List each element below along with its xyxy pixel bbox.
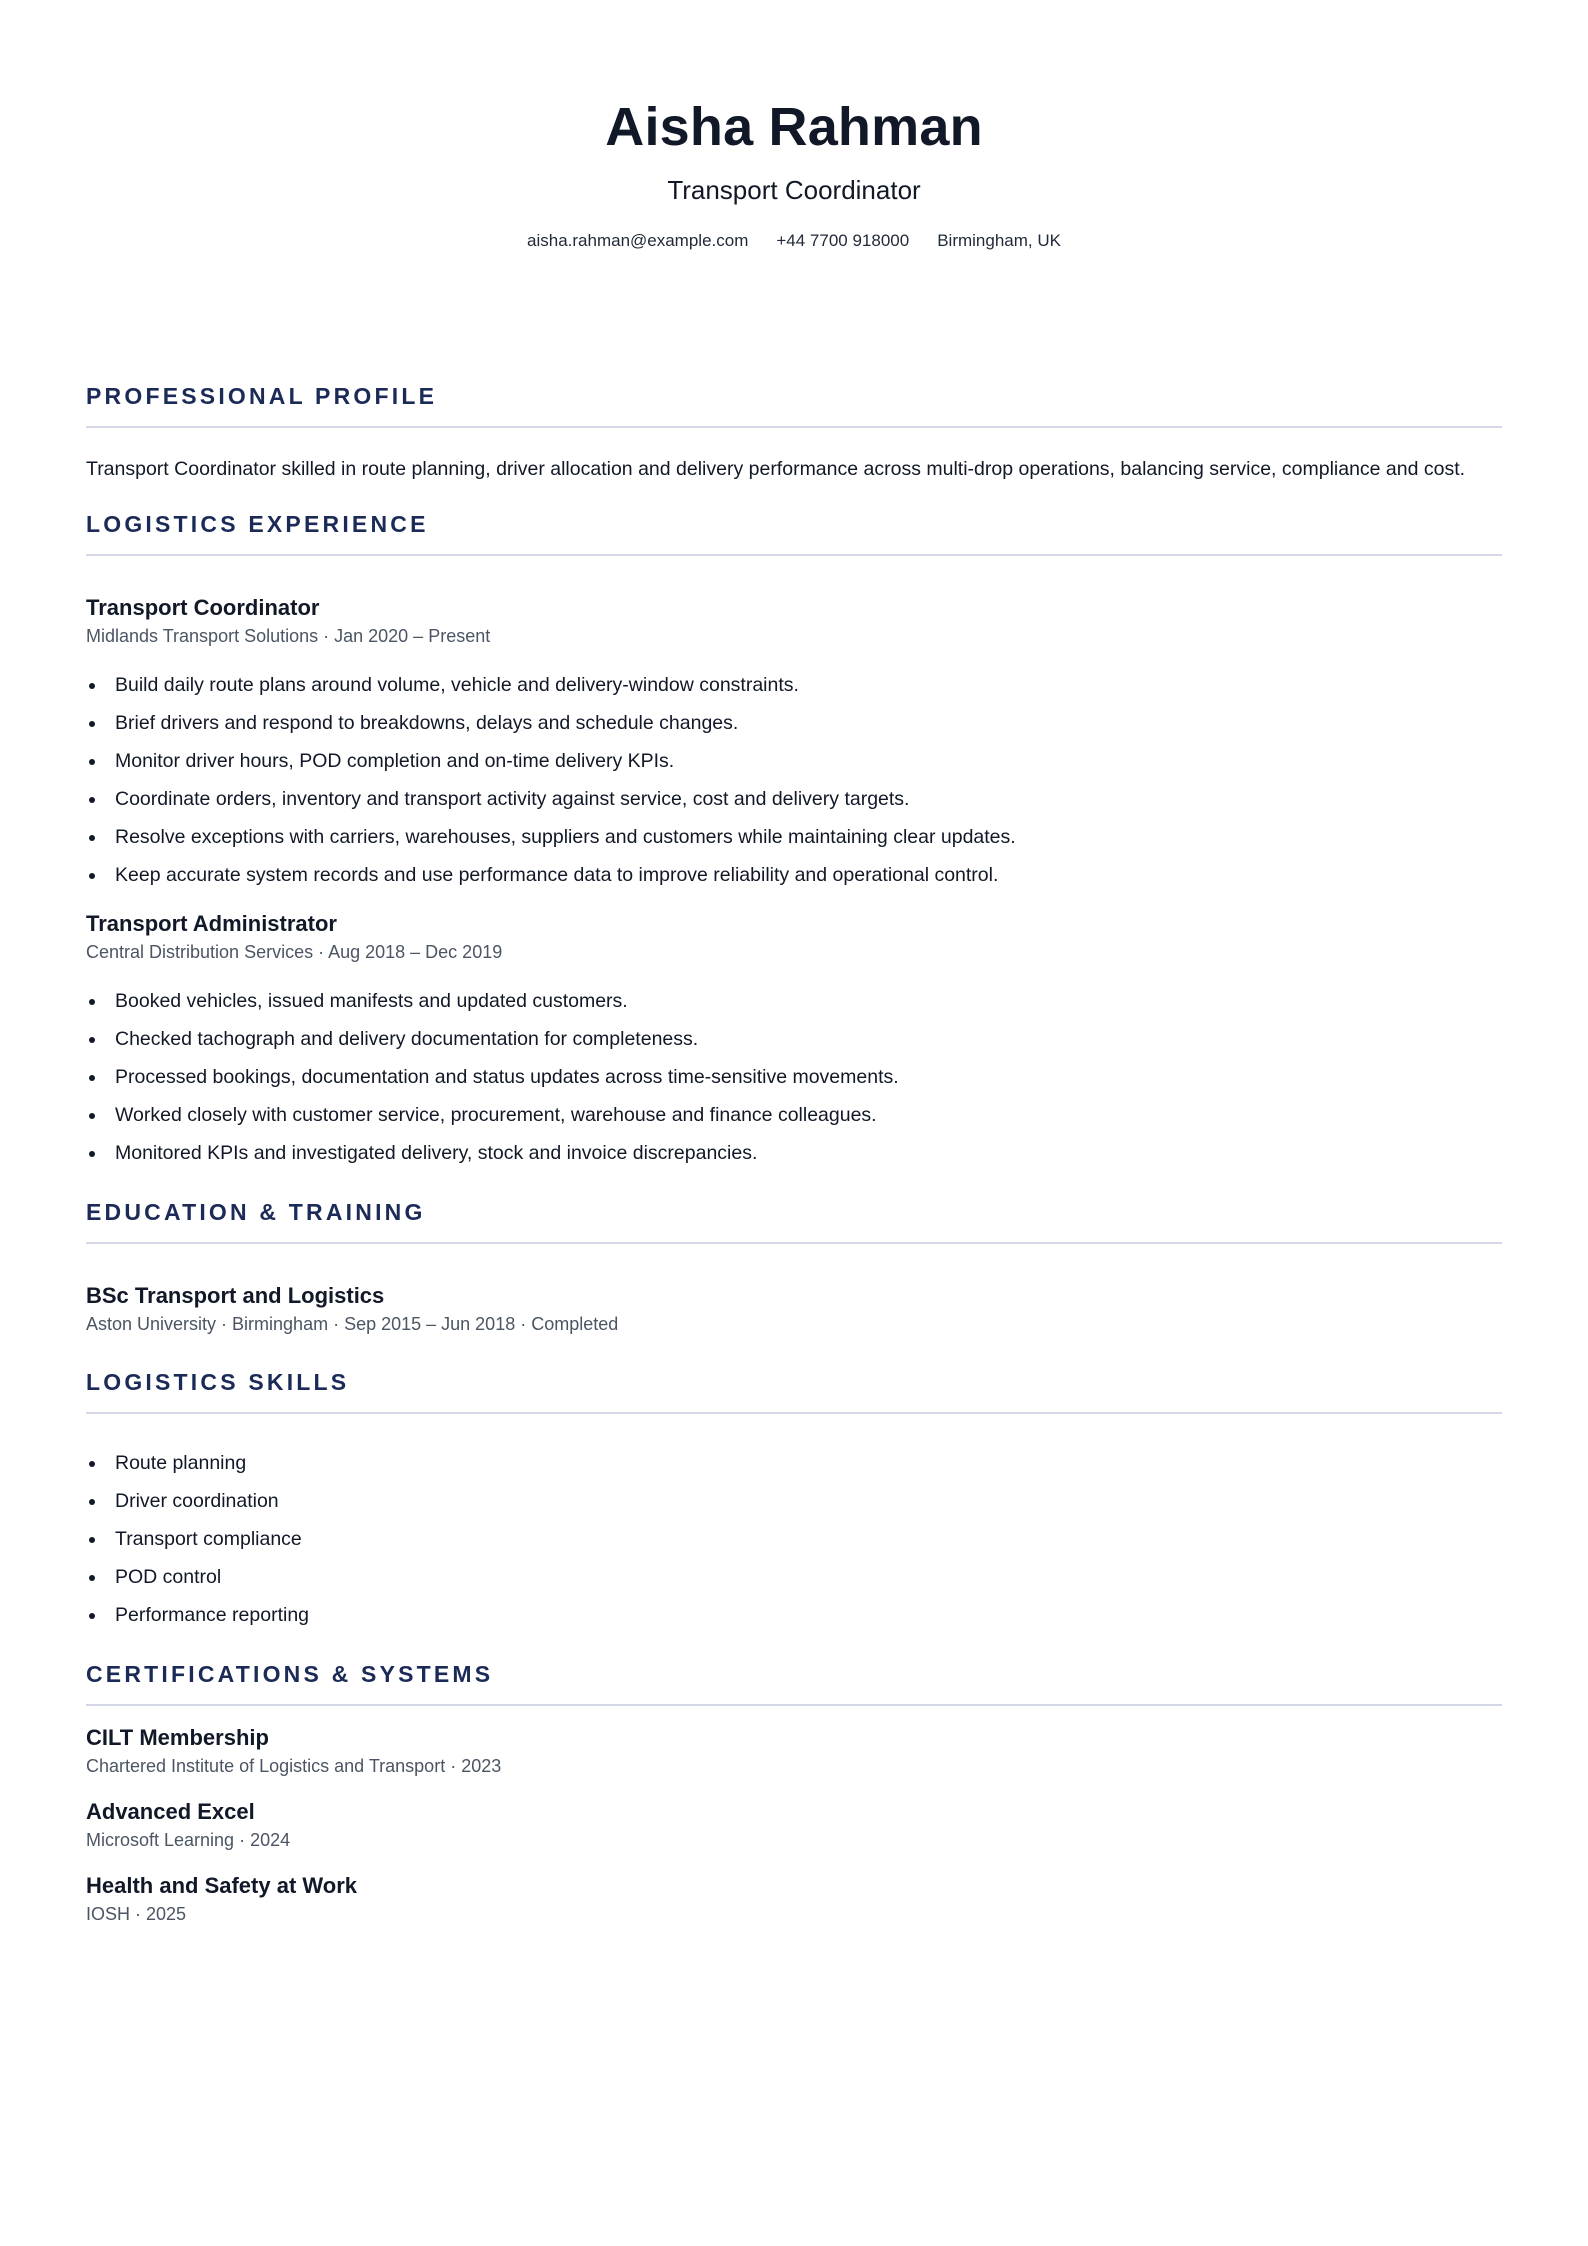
certification-meta: IOSH · 2025 — [86, 1904, 187, 1924]
job-bullet: Build daily route plans around volume, vehicle and delivery-window constraints. — [86, 666, 1502, 704]
skill-item: Performance reporting — [86, 1596, 1502, 1634]
education-heading: EDUCATION & TRAINING — [86, 1199, 426, 1225]
job-bullet: Keep accurate system records and use performance data to improve reliability and operational control. — [86, 856, 1502, 894]
profile-heading: PROFESSIONAL PROFILE — [86, 383, 438, 409]
skill-item: Transport compliance — [86, 1520, 1502, 1558]
skills-section — [86, 1368, 1502, 1634]
skill-item: Route planning — [86, 1444, 1502, 1482]
experience-heading: LOGISTICS EXPERIENCE — [86, 511, 429, 537]
job-title: Transport Administrator — [86, 911, 337, 936]
section-divider — [86, 1242, 1502, 1244]
job-entry — [86, 910, 1502, 1172]
skill-item: Driver coordination — [86, 1482, 1502, 1520]
job-bullet: Checked tachograph and delivery documentation for completeness. — [86, 1020, 1502, 1058]
education-section — [86, 1198, 1502, 1336]
job-bullet: Processed bookings, documentation and status updates across time-sensitive movements. — [86, 1058, 1502, 1096]
experience-section — [86, 510, 1502, 1172]
certification-title: Health and Safety at Work — [86, 1873, 357, 1898]
job-bullet: Coordinate orders, inventory and transport activity against service, cost and delivery targets. — [86, 780, 1502, 818]
job-bullet: Booked vehicles, issued manifests and updated customers. — [86, 982, 1502, 1020]
candidate-role: Transport Coordinator — [667, 175, 921, 205]
resume-header — [86, 0, 1502, 252]
job-bullet: Monitored KPIs and investigated delivery, stock and invoice discrepancies. — [86, 1134, 1502, 1172]
job-entry — [86, 594, 1502, 894]
job-bullet: Resolve exceptions with carriers, warehouses, suppliers and customers while maintaining clear updates. — [86, 818, 1502, 856]
section-divider — [86, 1412, 1502, 1414]
certification-title: Advanced Excel — [86, 1799, 255, 1824]
job-bullets — [86, 982, 1502, 1172]
profile-section — [86, 382, 1502, 484]
job-bullet: Worked closely with customer service, procurement, warehouse and finance colleagues. — [86, 1096, 1502, 1134]
skills-list — [86, 1444, 1502, 1634]
certification-meta: Chartered Institute of Logistics and Transport · 2023 — [86, 1756, 502, 1776]
section-divider — [86, 1704, 1502, 1706]
skills-heading: LOGISTICS SKILLS — [86, 1369, 350, 1395]
certifications-heading: CERTIFICATIONS & SYSTEMS — [86, 1661, 494, 1687]
certification-entry — [86, 1798, 1502, 1852]
section-divider — [86, 554, 1502, 556]
contact-location: Birmingham, UK — [937, 231, 1061, 250]
contact-phone: +44 7700 918000 — [776, 231, 910, 250]
contact-line — [86, 230, 1502, 252]
skill-item: POD control — [86, 1558, 1502, 1596]
certification-entry — [86, 1872, 1502, 1926]
certification-title: CILT Membership — [86, 1725, 269, 1750]
job-bullets — [86, 666, 1502, 894]
contact-email: aisha.rahman@example.com — [527, 231, 749, 250]
job-meta: Central Distribution Services · Aug 2018 – Dec 2019 — [86, 942, 503, 962]
education-entry — [86, 1282, 1502, 1336]
degree-title: BSc Transport and Logistics — [86, 1283, 385, 1308]
job-bullet: Brief drivers and respond to breakdowns, delays and schedule changes. — [86, 704, 1502, 742]
job-title: Transport Coordinator — [86, 595, 320, 620]
profile-summary: Transport Coordinator skilled in route planning, driver allocation and delivery performance across multi-drop operations, balancing service, compliance and cost. — [86, 458, 1466, 480]
job-bullet: Monitor driver hours, POD completion and on-time delivery KPIs. — [86, 742, 1502, 780]
certifications-section — [86, 1660, 1502, 1926]
certification-meta: Microsoft Learning · 2024 — [86, 1830, 291, 1850]
degree-meta: Aston University · Birmingham · Sep 2015 – Jun 2018 · Completed — [86, 1314, 619, 1334]
job-meta: Midlands Transport Solutions · Jan 2020 – Present — [86, 626, 491, 646]
section-divider — [86, 426, 1502, 428]
certification-entry — [86, 1724, 1502, 1778]
candidate-name: Aisha Rahman — [605, 97, 983, 157]
